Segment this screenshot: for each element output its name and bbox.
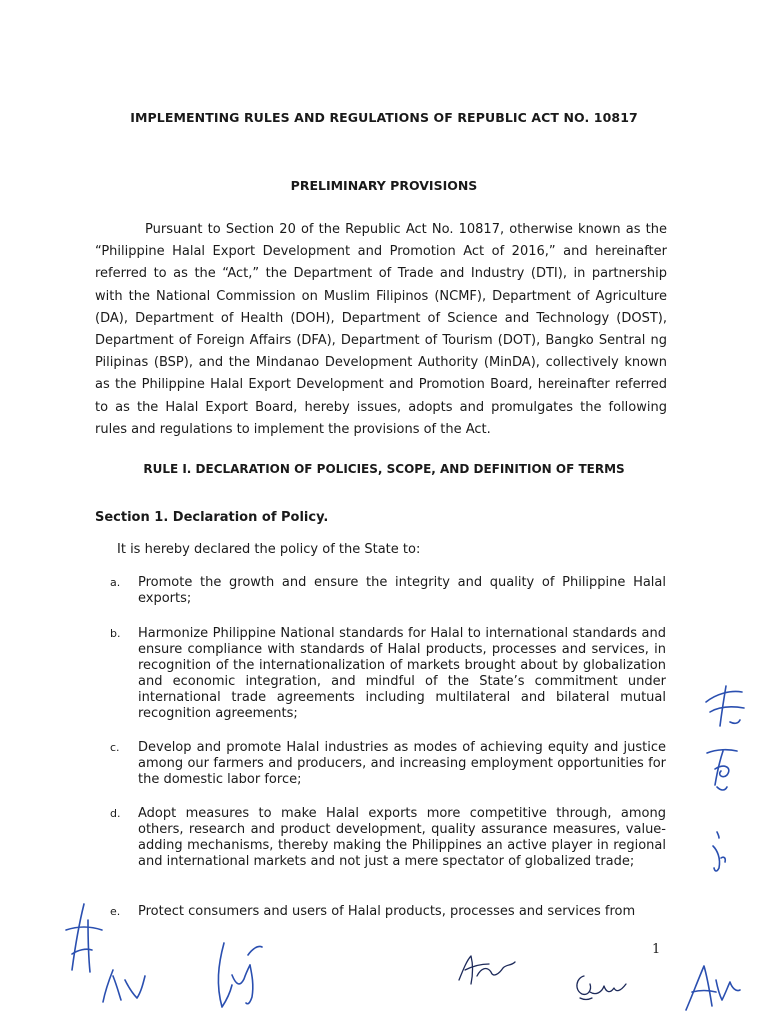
page-number: 1 xyxy=(652,942,661,957)
margin-initial-signature xyxy=(703,745,743,795)
policy-item xyxy=(110,575,666,607)
policy-text: Develop and promote Halal industries as modes of achieving equity and justice among our farmers and producers, and increasing employment opportunities for the domestic labor force; xyxy=(138,740,666,787)
margin-initial-signature xyxy=(700,680,750,730)
policy-letter: d. xyxy=(110,807,121,820)
bottom-signature xyxy=(455,950,520,990)
policy-text: Adopt measures to make Halal exports more competitive through, among others, research and product development, quality assurance measures, value-adding mechanisms, thereby making the Philippines an active player in regional and international markets and not just a mere spectator of globalized trade; xyxy=(138,806,666,869)
policy-letter: e. xyxy=(110,905,121,918)
margin-initial-signature xyxy=(705,828,735,878)
policy-item xyxy=(110,806,666,870)
policy-item xyxy=(110,740,666,788)
bottom-signature xyxy=(682,960,742,1015)
policy-text: Protect consumers and users of Halal products, processes and services from xyxy=(138,904,636,919)
policy-letter: c. xyxy=(110,741,120,754)
policy-letter: b. xyxy=(110,627,121,640)
policy-text: Promote the growth and ensure the integrity and quality of Philippine Halal exports; xyxy=(138,575,666,606)
policy-item xyxy=(110,904,666,920)
bottom-signature xyxy=(208,935,268,1015)
document-title: IMPLEMENTING RULES AND REGULATIONS OF REPUBLIC ACT NO. 10817 xyxy=(130,110,638,125)
bottom-signature xyxy=(95,962,150,1007)
policy-text: Harmonize Philippine National standards for Halal to international standards and ensure compliance with standards of Halal products, processes and services, in recognition of the internationalization of markets brought about by globalization and economic integration, and mindful of the State’s commitment under international trade agreements including multilateral and bilateral mutual recognition agreements; xyxy=(138,626,666,721)
bottom-signature xyxy=(570,970,630,1005)
policy-letter: a. xyxy=(110,576,121,589)
policy-item xyxy=(110,626,666,722)
section-intro: It is hereby declared the policy of the State to: xyxy=(117,542,421,557)
preliminary-paragraph: Pursuant to Section 20 of the Republic Act No. 10817, otherwise known as the “Philippine Halal Export Development and Promotion Act of 2016,” and hereinafter referred to as the “Act,” the Department of Trade and Industry (DTI), in partnership with the National Commission on Muslim Filipinos (NCMF), Department of Agriculture (DA), Department of Health (DOH), Department of Science and Technology (DOST), Department of Foreign Affairs (DFA), Department of Tourism (DOT), Bangko Sentral ng Pilipinas (BSP), and the Mindanao Development Authority (MinDA), collectively known as the Philippine Halal Export Development and Promotion Board, hereinafter referred to as the Halal Export Board, hereby issues, adopts and promulgates the following rules and regulations to implement the provisions of the Act. xyxy=(95,222,667,437)
rule-heading: RULE I. DECLARATION OF POLICIES, SCOPE, AND DEFINITION OF TERMS xyxy=(143,462,625,476)
section-heading: Section 1. Declaration of Policy. xyxy=(95,510,329,525)
preliminary-provisions-heading: PRELIMINARY PROVISIONS xyxy=(290,178,478,193)
